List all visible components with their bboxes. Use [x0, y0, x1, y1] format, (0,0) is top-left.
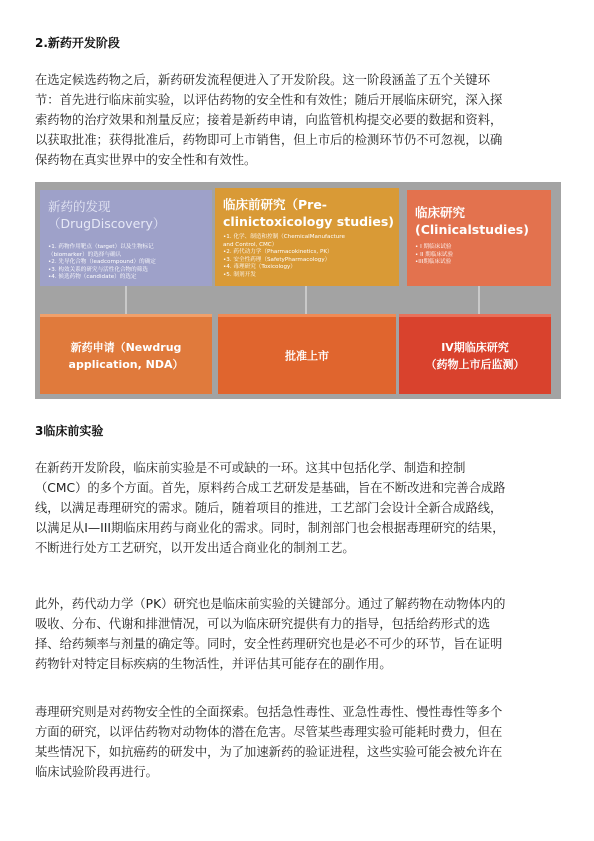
- drug-discovery-list: [48, 244, 156, 282]
- paragraph-line: 毒理研究则是对药物安全性的全面探索。包括急性毒性、亚急性毒性、慢性毒性等多个: [35, 705, 503, 719]
- nda-box: [40, 314, 212, 394]
- approval-title: [218, 347, 396, 364]
- list-item: （biomarker）的选择与确认: [48, 251, 122, 258]
- list-item: •3. 安全性药理（SafetyPharmacology）: [223, 256, 331, 263]
- connector-line: [125, 286, 127, 314]
- paragraph-line: （CMC）的多个方面。首先，原料药合成工艺研发是基础，旨在不断改进和完善合成路: [35, 481, 506, 495]
- box-title-line: application, NDA）: [68, 357, 184, 371]
- paragraph-line: 在新药开发阶段，临床前实验是不可或缺的一环。这其中包括化学、制造和控制: [35, 461, 466, 475]
- list-item: • I 期临床试验: [415, 244, 452, 250]
- approval-box: [218, 314, 396, 394]
- paragraph-line: 择、给药频率与剂量的确定等。同时，安全性药理研究也是必不可少的环节，旨在证明: [35, 637, 503, 651]
- box-title-line: （药物上市后监测）: [425, 357, 525, 371]
- box-title-line: 临床前研究（Pre-: [223, 197, 327, 212]
- paragraph-line: 线，以满足毒理研究的需求。随后，随着项目的推进，工艺部门会设计全新合成路线，: [35, 501, 503, 515]
- paragraph-line: 临床试验阶段再进行。: [35, 765, 158, 779]
- paragraph-line: 吸收、分布、代谢和排泄情况，可以为临床研究提供有力的指导，包括给药形式的选: [35, 617, 490, 631]
- drug-discovery-title: [48, 198, 165, 232]
- paragraph-line: 在选定候选药物之后，新药研发流程便进入了开发阶段。这一阶段涵盖了五个关键环: [35, 73, 490, 87]
- paragraph-line: 药物针对特定目标疾病的生物活性，并评估其可能存在的副作用。: [35, 657, 392, 671]
- list-item: •4. 毒理研究（Toxicology）: [223, 264, 296, 271]
- section-2-heading: 2.新药开发阶段: [35, 36, 120, 50]
- paragraph-line: 方面的研究，以评估药物对动物体的潜在危害。尽管某些毒理实验可能耗时费力，但在: [35, 725, 503, 739]
- clinical-box: [407, 190, 551, 286]
- connector-line: [478, 286, 480, 314]
- list-item: • II 期临床试验: [415, 251, 454, 258]
- box-title-line: 批准上市: [285, 349, 329, 362]
- preclinical-list: [223, 234, 345, 280]
- box-title-line: (Clinicalstudies): [415, 222, 529, 237]
- paragraph-line: 索药物的治疗效果和剂量反应；接着是新药申请，向监管机构提交必要的数据和资料，: [35, 113, 503, 127]
- drug-discovery-box: [40, 190, 212, 286]
- section-3-heading: 3临床前实验: [35, 424, 104, 438]
- box-title-line: clinictoxicology studies): [223, 214, 394, 229]
- list-item: •5. 制剂开发: [223, 271, 256, 278]
- clinical-title: [415, 204, 529, 238]
- paragraph-line: 某些情况下，如抗癌药的研发中，为了加速新药的验证进程，这些实验可能会被允许在: [35, 745, 503, 759]
- list-item: •2. 先导化合物（leadcompound）的确定: [48, 259, 156, 266]
- nda-title: [40, 339, 212, 373]
- box-title-line: （DrugDiscovery）: [48, 216, 166, 231]
- clinical-list: [415, 244, 453, 267]
- paragraph-line: 保药物在真实世界中的安全性和有效性。: [35, 153, 257, 167]
- list-item: •1. 化学、制造和控制（ChemicalManufacture: [223, 234, 345, 240]
- section-3-paragraph-3: [35, 702, 565, 782]
- section-3-paragraph-2: [35, 594, 565, 674]
- paragraph-line: 此外，药代动力学（PK）研究也是临床前实验的关键部分。通过了解药物在动物体内的: [35, 597, 506, 611]
- box-title-line: 新药的发现: [48, 199, 111, 214]
- list-item: •1. 药物作用靶点（target）以及生物标记: [48, 244, 154, 250]
- drug-development-figure: [35, 182, 561, 399]
- paragraph-line: 不断进行处方工艺研究，以开发出适合商业化的制剂工艺。: [35, 541, 355, 555]
- list-item: •III期临床试验: [415, 259, 452, 266]
- section-2-paragraph: [35, 70, 565, 170]
- phase4-title: [399, 339, 551, 373]
- preclinical-box: [215, 188, 399, 286]
- box-title-line: IV期临床研究: [441, 340, 509, 354]
- connector-line: [305, 286, 307, 314]
- section-3-paragraph-1: [35, 458, 565, 558]
- phase4-box: [399, 314, 551, 394]
- box-title-line: 临床研究: [415, 205, 466, 220]
- list-item: •2. 药代动力学（Pharmacokinetics, PK）: [223, 249, 333, 256]
- list-item: •4. 候选药物（candidate）的选定: [48, 274, 137, 281]
- list-item: •3. 构效关系的研究与活性化合物的筛选: [48, 266, 148, 273]
- paragraph-line: 以满足从I—III期临床用药与商业化的需求。同时，制剂部门也会根据毒理研究的结果，: [35, 521, 505, 535]
- preclinical-title: [223, 196, 394, 230]
- list-item: and Control, CMC）: [223, 241, 278, 248]
- paragraph-line: 节：首先进行临床前实验，以评估药物的安全性和有效性；随后开展临床研究，深入探: [35, 93, 503, 107]
- box-title-line: 新药申请（Newdrug: [70, 340, 182, 354]
- paragraph-line: 以获取批准；获得批准后，药物即可上市销售，但上市后的检测环节仍不可忽视，以确: [35, 133, 503, 147]
